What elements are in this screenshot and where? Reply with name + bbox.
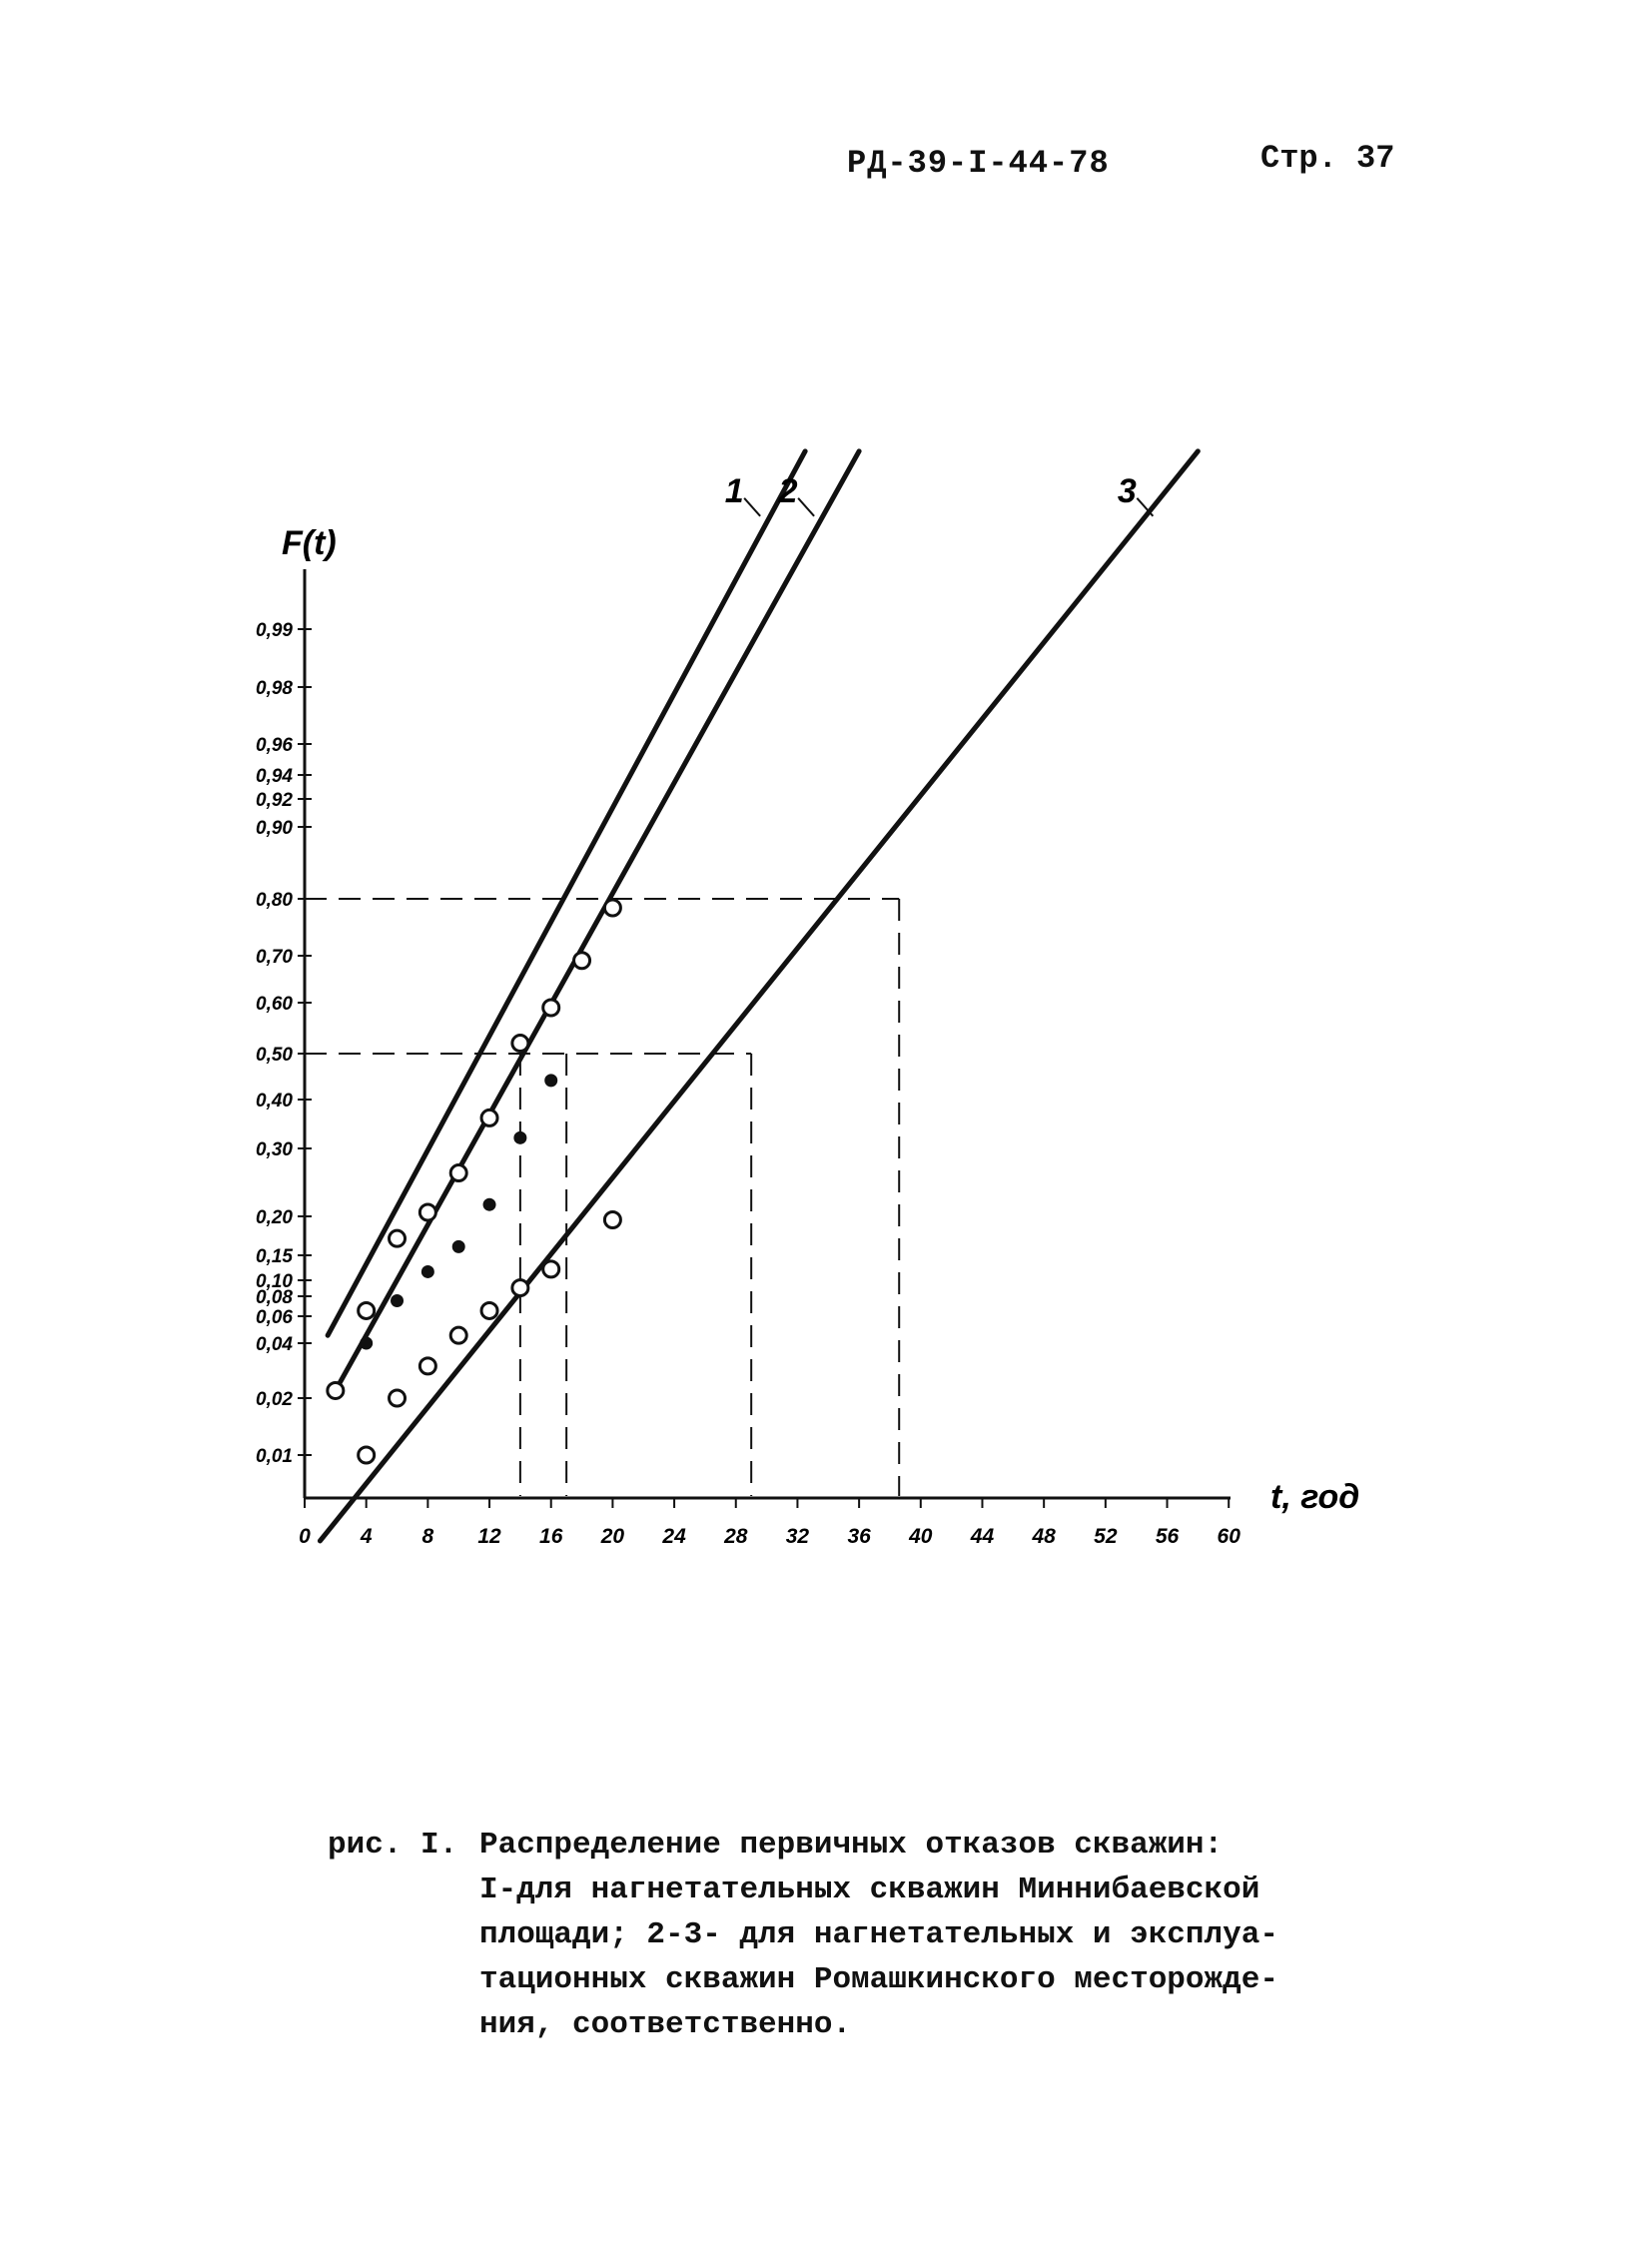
page-number: Стр. 37 <box>1260 140 1395 177</box>
chart-axes <box>305 569 1231 1498</box>
x-tick-label: 20 <box>600 1525 625 1548</box>
caption-line-5: ния, соответственно. <box>479 2007 852 2042</box>
y-tick-label: 0,06 <box>256 1307 293 1328</box>
y-tick-label: 0,96 <box>256 735 293 756</box>
y-tick-label: 0,02 <box>256 1389 293 1410</box>
y-tick-label: 0,50 <box>256 1045 293 1066</box>
series-3-point <box>450 1327 466 1343</box>
series-2-point <box>545 1075 557 1087</box>
series-labels <box>725 472 1154 516</box>
x-axis-label: t, год <box>1270 1478 1360 1516</box>
series-1-point <box>450 1165 466 1181</box>
document-code: РД-39-I-44-78 <box>847 145 1110 182</box>
figure-caption <box>328 1823 1278 2047</box>
series-1-point <box>390 1230 406 1246</box>
series-2-point <box>452 1240 464 1252</box>
y-tick-label: 0,15 <box>256 1246 293 1267</box>
y-tick-label: 0,92 <box>256 790 293 811</box>
series-1-leader <box>744 498 760 516</box>
x-tick-label: 44 <box>970 1525 995 1548</box>
series-3-point <box>390 1390 406 1406</box>
x-tick-label: 16 <box>539 1525 563 1548</box>
series-1-point <box>419 1204 435 1220</box>
x-tick-label: 24 <box>662 1525 686 1548</box>
series-1-point <box>543 1000 559 1016</box>
series-2-point <box>392 1295 404 1307</box>
caption-line-4: тационных скважин Ромашкинского месторожде- <box>479 1962 1278 1997</box>
y-tick-label: 0,30 <box>256 1139 293 1160</box>
x-tick-label: 60 <box>1217 1525 1240 1548</box>
x-tick-label: 28 <box>724 1525 748 1548</box>
caption-line-1 <box>328 1823 1278 1868</box>
series-1-point <box>574 953 590 969</box>
x-tick-label: 36 <box>847 1525 871 1548</box>
x-tick-label: 48 <box>1032 1525 1056 1548</box>
x-tick-label: 4 <box>360 1525 373 1548</box>
series-2-point <box>514 1131 526 1143</box>
y-tick-label: 0,94 <box>256 766 293 787</box>
series-3-point <box>481 1302 497 1318</box>
series-points <box>328 900 621 1463</box>
caption-text-1: Распределение первичных отказов скважин: <box>479 1828 1224 1863</box>
series-2-line <box>336 451 859 1391</box>
x-axis-ticks <box>299 1498 1240 1548</box>
series-1-point <box>328 1382 344 1398</box>
y-tick-label: 0,10 <box>256 1271 293 1292</box>
x-tick-label: 56 <box>1155 1525 1180 1548</box>
x-tick-label: 0 <box>299 1525 311 1548</box>
y-axis-label: F(t) <box>282 524 337 562</box>
x-tick-label: 12 <box>477 1525 501 1548</box>
series-lines <box>320 451 1198 1541</box>
series-2-point <box>361 1337 373 1349</box>
x-tick-label: 8 <box>421 1525 434 1548</box>
y-tick-label: 0,04 <box>256 1334 293 1355</box>
series-3-label: 3 <box>1117 471 1137 510</box>
caption-line-3: площади; 2-3- для нагнетательных и эксплуа- <box>479 1917 1278 1952</box>
series-2-leader <box>798 498 814 516</box>
series-3-point <box>359 1447 375 1463</box>
y-tick-label: 0,70 <box>256 947 293 968</box>
y-tick-label: 0,98 <box>256 678 293 699</box>
x-tick-label: 52 <box>1094 1525 1118 1548</box>
series-2-label: 2 <box>778 471 798 510</box>
series-1-point <box>481 1110 497 1125</box>
y-tick-label: 0,40 <box>256 1091 293 1112</box>
series-2-point <box>421 1265 433 1277</box>
series-3-point <box>419 1358 435 1374</box>
series-1-point <box>512 1036 528 1052</box>
y-tick-label: 0,08 <box>256 1287 293 1308</box>
series-1-point <box>604 900 620 916</box>
caption-line-2: I-для нагнетательных скважин Миннибаевской <box>479 1872 1260 1907</box>
x-tick-label: 40 <box>909 1525 933 1548</box>
y-tick-label: 0,20 <box>256 1207 293 1228</box>
series-2-point <box>483 1198 495 1210</box>
series-3-point <box>604 1211 620 1227</box>
y-tick-label: 0,01 <box>256 1446 293 1467</box>
y-tick-label: 0,99 <box>256 620 293 641</box>
y-tick-label: 0,60 <box>256 994 293 1015</box>
x-tick-label: 32 <box>785 1525 810 1548</box>
caption-label: рис. I. <box>328 1828 458 1863</box>
series-3-line <box>320 451 1198 1541</box>
series-3-point <box>512 1280 528 1296</box>
y-tick-label: 0,80 <box>256 890 293 911</box>
series-1-point <box>359 1302 375 1318</box>
series-3-point <box>543 1261 559 1277</box>
series-1-label: 1 <box>724 471 744 510</box>
y-tick-label: 0,90 <box>256 818 293 839</box>
